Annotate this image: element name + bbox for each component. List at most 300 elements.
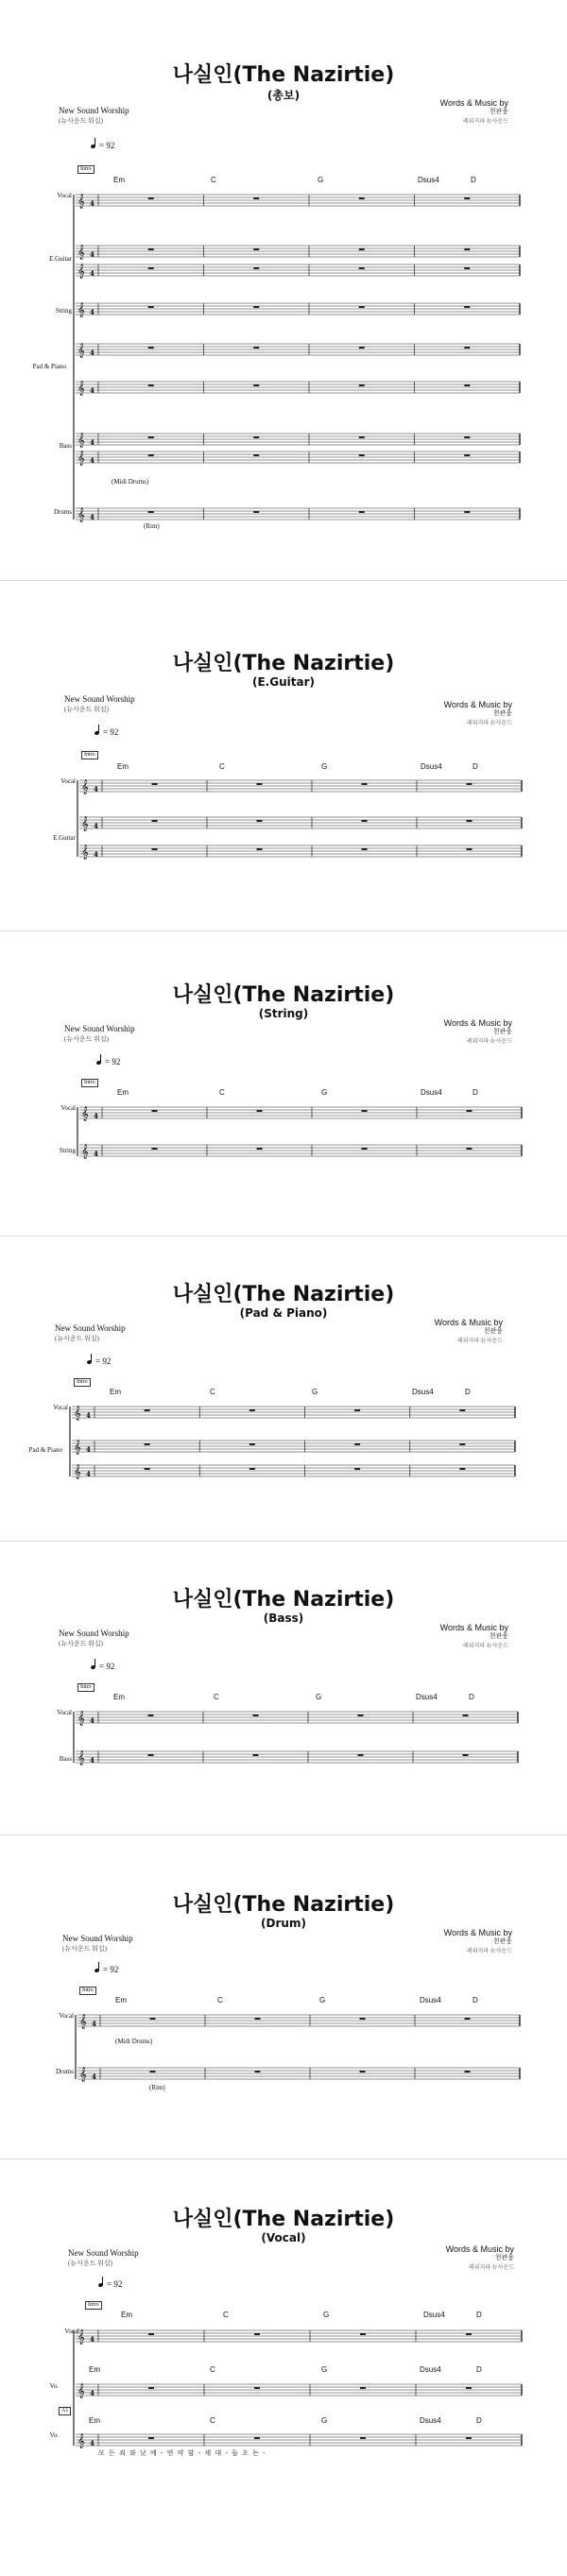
whole-rest (360, 2071, 366, 2073)
whole-rest (464, 454, 470, 456)
staff-notation (0, 581, 567, 930)
staff (79, 845, 522, 860)
score-page-vocal (0, 2159, 567, 2576)
clef-icon: 𝄞 (81, 845, 89, 860)
whole-rest (359, 197, 365, 199)
whole-rest (152, 1110, 158, 1112)
instrument-label: String (55, 307, 72, 315)
page-subtitle: (E.Guitar) (252, 675, 315, 689)
whole-rest (459, 1443, 465, 1445)
time-signature: 4 (90, 269, 94, 278)
clef-icon: 𝄞 (77, 434, 85, 448)
clef-icon: 𝄞 (81, 1107, 89, 1121)
chord-symbol: D (469, 1693, 474, 1701)
whole-rest (257, 783, 263, 785)
staff (79, 780, 522, 794)
staff (76, 264, 520, 279)
tempo-value: = 92 (99, 141, 115, 150)
whole-rest (466, 2333, 472, 2335)
whole-rest (465, 2071, 471, 2073)
page-title: 나실인(The Nazirtie) (172, 2208, 395, 2231)
whole-rest (362, 820, 368, 822)
tempo-value: = 92 (105, 1057, 121, 1066)
publisher-korean: (뉴사운드 워십) (64, 706, 109, 713)
credit-note: 레위지파 뉴사운드 (456, 1339, 503, 1344)
whole-rest (459, 1409, 465, 1411)
chord-symbol: C (210, 2416, 215, 2425)
whole-rest (359, 248, 365, 250)
page-subtitle: (Pad & Piano) (239, 1306, 328, 1320)
whole-rest (253, 267, 259, 269)
publisher-korean: (뉴사운드 워십) (62, 1945, 107, 1953)
publisher-name: New Sound Worship (64, 694, 135, 704)
chord-symbol: Dsus4 (421, 1088, 442, 1097)
whole-rest (145, 1468, 150, 1470)
staff (76, 1751, 518, 1766)
clef-icon: 𝄞 (74, 1441, 81, 1455)
time-signature: 4 (90, 2389, 94, 2397)
chord-symbol: C (217, 1996, 223, 2005)
instrument-label: Pad & Piano (28, 1446, 62, 1454)
chord-symbol: G (321, 1088, 328, 1097)
whole-rest (464, 384, 470, 386)
time-signature: 4 (92, 2073, 96, 2081)
page-title: 나실인(The Nazirtie) (172, 652, 395, 675)
clef-icon: 𝄞 (81, 817, 89, 831)
staff-notation (0, 2159, 567, 2576)
whole-rest (362, 1110, 368, 1112)
chord-symbol: C (210, 2365, 215, 2374)
staff (76, 303, 520, 317)
chord-symbol: Em (113, 1693, 125, 1701)
whole-rest (152, 848, 158, 850)
credit-label: Words & Music by (443, 700, 512, 709)
staff (72, 1465, 515, 1479)
chord-symbol: G (323, 2311, 330, 2319)
credit-label: Words & Music by (434, 1318, 503, 1327)
time-signature: 4 (90, 1716, 94, 1725)
time-signature: 4 (90, 308, 94, 316)
time-signature: 4 (90, 2335, 94, 2344)
rehearsal-mark: Intro (81, 1079, 98, 1087)
chord-symbol: Dsus4 (418, 176, 439, 184)
whole-rest (467, 848, 472, 850)
staff (72, 1441, 515, 1455)
chord-symbol: Dsus4 (412, 1388, 434, 1396)
whole-rest (463, 1714, 469, 1716)
credit-label: Words & Music by (443, 1018, 512, 1028)
time-signature: 4 (86, 1411, 91, 1420)
whole-rest (148, 306, 154, 308)
time-signature: 4 (94, 785, 98, 793)
credit-label: Words & Music by (439, 1623, 508, 1632)
tempo-value: = 92 (103, 1965, 119, 1974)
chord-symbol: D (472, 1088, 478, 1097)
whole-rest (253, 454, 259, 456)
whole-rest (359, 454, 365, 456)
chord-symbol: Em (110, 1388, 121, 1396)
instrument-label: E.Guitar (49, 255, 72, 263)
clef-icon: 𝄞 (74, 1465, 81, 1479)
credit-name: 천관웅 (483, 1328, 503, 1335)
whole-rest (148, 454, 154, 456)
chord-symbol: D (465, 1388, 471, 1396)
staff (76, 2434, 522, 2448)
chord-symbol: G (321, 2365, 328, 2374)
rehearsal-mark: Intro (74, 1378, 91, 1387)
whole-rest (249, 1468, 255, 1470)
page-subtitle: (String) (258, 1007, 309, 1020)
chord-symbol: Em (115, 1996, 127, 2005)
instrument-label: Drums (55, 2068, 74, 2075)
staff (77, 2068, 520, 2082)
staff (77, 2015, 520, 2029)
credit-name: 천관웅 (492, 1938, 512, 1945)
staff (76, 2330, 522, 2345)
credit-name: 천관웅 (489, 109, 508, 115)
chord-symbol: Dsus4 (420, 1996, 441, 2005)
time-signature: 4 (86, 1470, 91, 1478)
chord-symbol: G (321, 2416, 328, 2425)
time-signature: 4 (94, 822, 98, 830)
whole-rest (253, 436, 259, 438)
whole-rest (254, 2387, 260, 2389)
whole-rest (148, 436, 154, 438)
instrument-label: E.Guitar (53, 834, 76, 842)
time-signature: 4 (90, 2439, 94, 2448)
score-page-string (0, 931, 567, 1236)
chord-symbol: Dsus4 (421, 762, 442, 771)
rehearsal-mark: Intro (77, 165, 94, 174)
instrument-label: Drums (53, 508, 72, 516)
credit-note: 레위지파 뉴사운드 (462, 119, 508, 125)
whole-rest (257, 848, 263, 850)
whole-rest (464, 511, 470, 513)
credit-name: 천관웅 (492, 1029, 512, 1035)
score-page-guitar (0, 581, 567, 930)
chord-symbol: Em (89, 2365, 100, 2374)
rehearsal-mark: Intro (77, 1683, 94, 1692)
whole-rest (148, 248, 154, 250)
whole-rest (148, 347, 154, 349)
drum-kit-note: (Midi Drums) (115, 2038, 153, 2045)
credit-note: 레위지파 뉴사운드 (466, 1949, 512, 1954)
whole-rest (463, 1754, 469, 1756)
chord-symbol: C (211, 176, 216, 184)
whole-rest (466, 2387, 472, 2389)
page-subtitle: (Vocal) (261, 2231, 306, 2244)
instrument-label: Vocal (60, 777, 76, 785)
whole-rest (253, 197, 259, 199)
time-signature: 4 (94, 850, 98, 859)
clef-icon: 𝄞 (77, 1751, 85, 1766)
whole-rest (459, 1468, 465, 1470)
clef-icon: 𝄞 (79, 2068, 87, 2082)
whole-rest (354, 1468, 360, 1470)
chord-symbol: Em (113, 176, 125, 184)
tempo-value: = 92 (103, 727, 119, 737)
rehearsal-mark: Intro (79, 1987, 96, 1995)
publisher-name: New Sound Worship (62, 1934, 133, 1943)
credit-label: Words & Music by (445, 2244, 514, 2254)
instrument-label: Vocal (53, 1404, 68, 1411)
whole-rest (362, 848, 368, 850)
staff-notation (0, 1835, 567, 2158)
whole-rest (253, 1714, 259, 1716)
whole-rest (467, 820, 472, 822)
whole-rest (362, 783, 368, 785)
score-page-pad-piano (0, 1237, 567, 1541)
rehearsal-mark: Intro (81, 751, 98, 759)
instrument-label: Vo. (49, 2431, 59, 2439)
whole-rest (359, 306, 365, 308)
whole-rest (148, 267, 154, 269)
staff (76, 508, 520, 522)
whole-rest (148, 2387, 154, 2389)
page-title: 나실인(The Nazirtie) (172, 63, 395, 87)
whole-rest (145, 1443, 150, 1445)
instrument-label: Vocal (59, 2012, 74, 2020)
whole-rest (148, 197, 154, 199)
score-page-drum (0, 1835, 567, 2158)
chord-symbol: D (471, 176, 476, 184)
chord-symbol: D (472, 762, 478, 771)
whole-rest (354, 1443, 360, 1445)
rehearsal-mark: Intro (85, 2301, 102, 2310)
clef-icon: 𝄞 (77, 303, 85, 317)
chord-symbol: D (472, 1996, 478, 2005)
staff-notation (0, 1542, 567, 1834)
tempo-value: = 92 (107, 2279, 123, 2289)
chord-symbol: Dsus4 (420, 2416, 441, 2425)
instrument-label: Bass (59, 442, 72, 450)
page-title: 나실인(The Nazirtie) (172, 1893, 395, 1917)
rehearsal-mark-a1: A1 (59, 2407, 71, 2415)
clef-icon: 𝄞 (77, 382, 85, 396)
instrument-label: Vo. (49, 2382, 59, 2390)
clef-icon: 𝄞 (77, 1712, 85, 1726)
whole-rest (249, 1409, 255, 1411)
staff (76, 434, 520, 448)
chord-symbol: D (476, 2311, 482, 2319)
chord-symbol: C (219, 1088, 225, 1097)
time-signature: 4 (90, 513, 94, 521)
publisher-korean: (뉴사운드 워십) (68, 2260, 112, 2267)
whole-rest (253, 347, 259, 349)
time-signature: 4 (94, 1150, 98, 1158)
tempo-value: = 92 (95, 1356, 112, 1366)
whole-rest (145, 1409, 150, 1411)
time-signature: 4 (90, 250, 94, 259)
chord-symbol: G (319, 1996, 326, 2005)
whole-rest (253, 248, 259, 250)
chord-symbol: C (223, 2311, 229, 2319)
whole-rest (253, 1754, 259, 1756)
page-subtitle: (Bass) (263, 1612, 304, 1625)
instrument-label: Vocal (64, 2328, 79, 2335)
chord-symbol: Em (117, 762, 129, 771)
instrument-label: Vocal (60, 1104, 76, 1112)
clef-icon: 𝄞 (81, 1145, 89, 1159)
clef-icon: 𝄞 (77, 2434, 85, 2448)
whole-rest (254, 2437, 260, 2439)
score-page-full (0, 0, 567, 571)
whole-rest (464, 347, 470, 349)
whole-rest (148, 2333, 154, 2335)
time-signature: 4 (90, 199, 94, 208)
whole-rest (464, 306, 470, 308)
whole-rest (464, 248, 470, 250)
staff (76, 195, 520, 209)
credit-label: Words & Music by (439, 98, 508, 108)
whole-rest (253, 384, 259, 386)
whole-rest (360, 2018, 366, 2020)
credit-note: 레위지파 뉴사운드 (466, 721, 512, 726)
clef-icon: 𝄞 (77, 264, 85, 279)
chord-symbol: D (476, 2365, 482, 2374)
clef-icon: 𝄞 (74, 1407, 81, 1421)
score-page-bass (0, 1542, 567, 1834)
clef-icon: 𝄞 (77, 2384, 85, 2398)
clef-icon: 𝄞 (77, 344, 85, 358)
staff (72, 1407, 515, 1421)
staff (76, 1712, 518, 1726)
whole-rest (148, 1754, 154, 1756)
chord-symbol: C (214, 1693, 219, 1701)
clef-icon: 𝄞 (77, 452, 85, 466)
chord-symbol: G (316, 1693, 322, 1701)
whole-rest (152, 820, 158, 822)
whole-rest (359, 436, 365, 438)
whole-rest (360, 2387, 366, 2389)
time-signature: 4 (94, 1112, 98, 1120)
whole-rest (150, 2071, 156, 2073)
whole-rest (148, 1714, 154, 1716)
credit-name: 천관웅 (492, 710, 512, 717)
whole-rest (467, 1110, 472, 1112)
whole-rest (464, 436, 470, 438)
clef-icon: 𝄞 (79, 2015, 87, 2029)
chord-symbol: G (312, 1388, 318, 1396)
page-title: 나실인(The Nazirtie) (172, 983, 395, 1007)
whole-rest (148, 2437, 154, 2439)
whole-rest (359, 511, 365, 513)
whole-rest (253, 306, 259, 308)
credit-note: 레위지파 뉴사운드 (466, 1039, 512, 1045)
time-signature: 4 (90, 1756, 94, 1765)
time-signature: 4 (90, 456, 94, 465)
drum-kit-note: (Midi Drums) (112, 478, 149, 486)
drum-rim-note: (Rim) (149, 2084, 165, 2091)
whole-rest (358, 1754, 364, 1756)
whole-rest (359, 384, 365, 386)
chord-symbol: Dsus4 (423, 2311, 445, 2319)
time-signature: 4 (92, 2020, 96, 2028)
publisher-name: New Sound Worship (64, 1024, 135, 1033)
credit-note: 레위지파 뉴사운드 (468, 2265, 514, 2271)
staff (76, 382, 520, 396)
staff (76, 344, 520, 358)
whole-rest (467, 1148, 472, 1150)
staff-notation (0, 931, 567, 1236)
staff-notation (0, 0, 567, 571)
whole-rest (359, 347, 365, 349)
drum-rim-note: (Rim) (144, 522, 160, 530)
whole-rest (466, 2437, 472, 2439)
chord-symbol: Em (89, 2416, 100, 2425)
clef-icon: 𝄞 (77, 2330, 85, 2345)
whole-rest (362, 1148, 368, 1150)
whole-rest (354, 1409, 360, 1411)
whole-rest (358, 1714, 364, 1716)
chord-symbol: Em (121, 2311, 132, 2319)
staves (74, 195, 520, 522)
publisher-name: New Sound Worship (68, 2248, 139, 2258)
whole-rest (150, 2018, 156, 2020)
time-signature: 4 (90, 349, 94, 357)
whole-rest (255, 2071, 261, 2073)
chord-symbol: D (476, 2416, 482, 2425)
credit-label: Words & Music by (443, 1928, 512, 1937)
staff (76, 2384, 522, 2398)
page-title: 나실인(The Nazirtie) (172, 1283, 395, 1306)
publisher-korean: (뉴사운드 워십) (59, 1640, 103, 1647)
whole-rest (257, 1110, 263, 1112)
whole-rest (253, 511, 259, 513)
instrument-label: Vocal (57, 192, 72, 199)
chord-symbol: C (210, 1388, 215, 1396)
instrument-label: Vocal (57, 1709, 72, 1716)
staff (76, 246, 520, 260)
credit-note: 레위지파 뉴사운드 (462, 1644, 508, 1649)
publisher-korean: (뉴사운드 워십) (55, 1335, 99, 1342)
publisher-korean: (뉴사운드 워십) (59, 117, 103, 125)
chord-symbol: Em (117, 1088, 129, 1097)
staff (76, 452, 520, 466)
time-signature: 4 (86, 1445, 91, 1454)
page-subtitle: (Drum) (261, 1917, 306, 1930)
clef-icon: 𝄞 (81, 780, 89, 794)
instrument-label: Pad & Piano (32, 363, 66, 370)
whole-rest (249, 1443, 255, 1445)
clef-icon: 𝄞 (77, 508, 85, 522)
chord-symbol: Dsus4 (416, 1693, 438, 1701)
credit-name: 천관웅 (489, 1633, 508, 1640)
time-signature: 4 (90, 386, 94, 395)
chord-symbol: Dsus4 (420, 2365, 441, 2374)
page-title: 나실인(The Nazirtie) (172, 1588, 395, 1612)
whole-rest (254, 2333, 260, 2335)
whole-rest (152, 783, 158, 785)
clef-icon: 𝄞 (77, 246, 85, 260)
time-signature: 4 (90, 438, 94, 447)
tempo-value: = 92 (99, 1662, 115, 1671)
publisher-name: New Sound Worship (59, 1629, 129, 1638)
publisher-korean: (뉴사운드 워십) (64, 1035, 109, 1043)
publisher-name: New Sound Worship (55, 1323, 126, 1333)
whole-rest (359, 267, 365, 269)
staff (79, 1107, 522, 1121)
whole-rest (148, 511, 154, 513)
lyrics-line: 모 든 죄 와 낮 에 - 연 약 함 - 세 대 - 들 오 는 - (98, 2449, 266, 2457)
whole-rest (257, 820, 263, 822)
staff-notation (0, 1237, 567, 1541)
staff (79, 1145, 522, 1159)
whole-rest (360, 2437, 366, 2439)
whole-rest (152, 1148, 158, 1150)
whole-rest (255, 2018, 261, 2020)
clef-icon: 𝄞 (77, 195, 85, 209)
